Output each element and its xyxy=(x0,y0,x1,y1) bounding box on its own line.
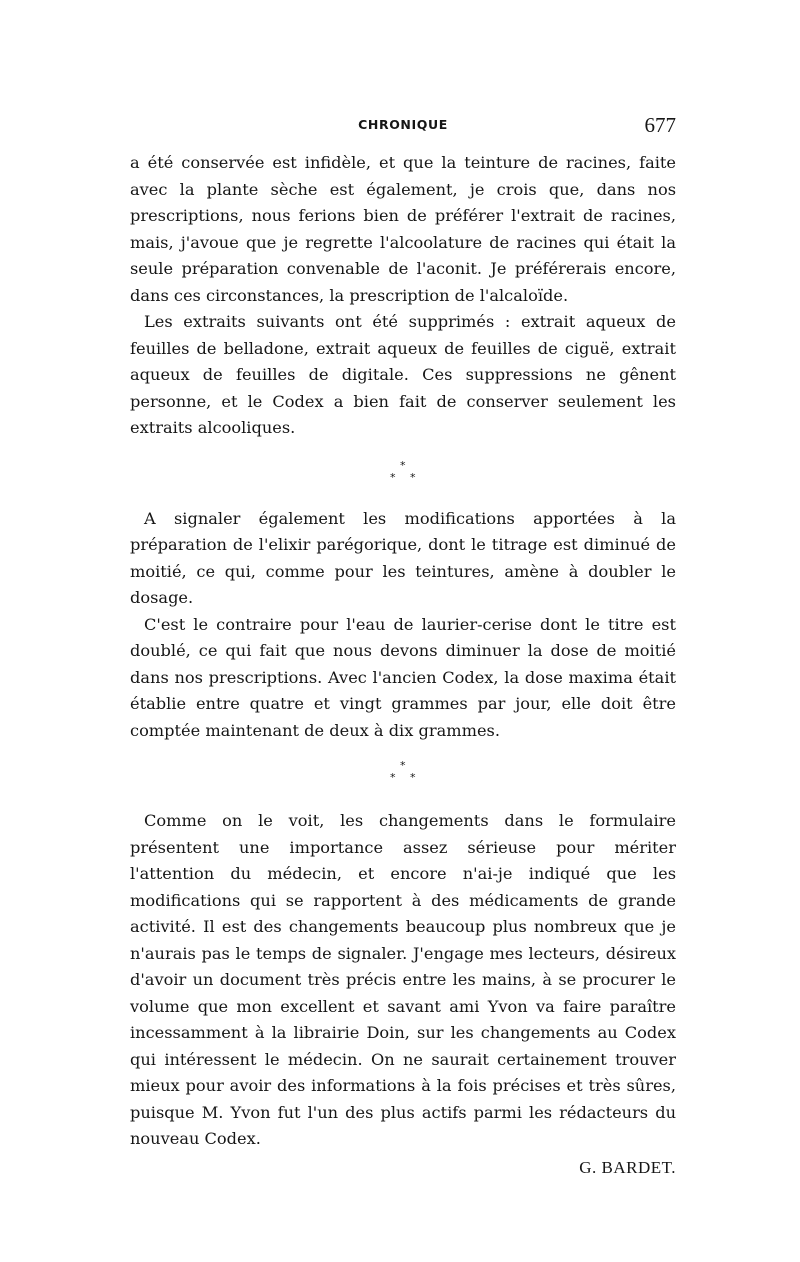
paragraph-conclusion: Comme on le voit, les changements dans le formulaire présentent une importance assez sérieuse pour mériter l'attention du médecin, et encore n'ai-je indiqué que les modifications qui se rapportent à des médicaments de grande activité. Il est des changements beaucoup plus nombreux que je n'aurais pas le temps de signaler. J'engage mes lecteurs, désireux d'avoir un document très précis entre les mains, à se procurer le volume que mon excellent et savant ami Yvon va faire paraître incessamment à la librairie Doin, sur les changements au Codex qui intéressent le médecin. On ne saurait certainement trouver mieux pour avoir des informations à la fois précises et très sûres, puisque M. Yvon fut l'un des plus actifs parmi les rédacteurs du nouveau Codex. xyxy=(130,811,676,1148)
paragraph-laurier-cerise: C'est le contraire pour l'eau de laurier-cerise dont le titre est doublé, ce qui fait que nous devons diminuer la dose de moitié dans nos prescriptions. Avec l'ancien Codex, la dose maxima était établie entre quatre et vingt grammes par jour, elle doit être comptée maintenant de deux à dix grammes. xyxy=(130,614,676,740)
page-number: 677 xyxy=(644,113,676,137)
asterism-star-left: * xyxy=(390,771,396,784)
asterism-separator-1 xyxy=(130,442,676,506)
asterism-star-right: * xyxy=(410,771,416,784)
asterism-star-right: * xyxy=(410,470,416,484)
asterism-star-top: * xyxy=(400,458,406,472)
author-signature: G. BARDET. xyxy=(579,1157,676,1177)
running-head: CHRONIQUE xyxy=(358,117,448,132)
asterism-separator-2 xyxy=(130,744,676,808)
paragraph-aconit: a été conservée est infidèle, et que la teinture de racines, faite avec la plante sèche est également, je crois que, dans nos prescriptions, nous ferions bien de préférer l'extrait de racines, mais, j'avoue que je regrette l'alcoolature de racines qui était la seule préparation convenable de l'aconit. Je préférerais encore, dans ces circonstances, la prescription de l'alcaloïde. xyxy=(130,153,676,305)
paragraph-extraits: Les extraits suivants ont été supprimés : extrait aqueux de feuilles de belladone, extrait aqueux de feuilles de ciguë, extrait aqueux de feuilles de digitale. Ces suppressions ne gênent personne, et le Codex a bien fait de conserver seulement les extraits alcooliques. xyxy=(130,312,676,437)
paragraph-elixir: A signaler également les modifications apportées à la préparation de l'elixir parégorique, dont le titrage est diminué de moitié, ce qui, comme pour les teintures, amène à doubler le dosage. xyxy=(130,508,676,607)
page-header xyxy=(130,113,676,143)
article-body xyxy=(130,150,676,1181)
asterism-star-top: * xyxy=(400,759,406,772)
asterism-star-left: * xyxy=(390,470,396,484)
